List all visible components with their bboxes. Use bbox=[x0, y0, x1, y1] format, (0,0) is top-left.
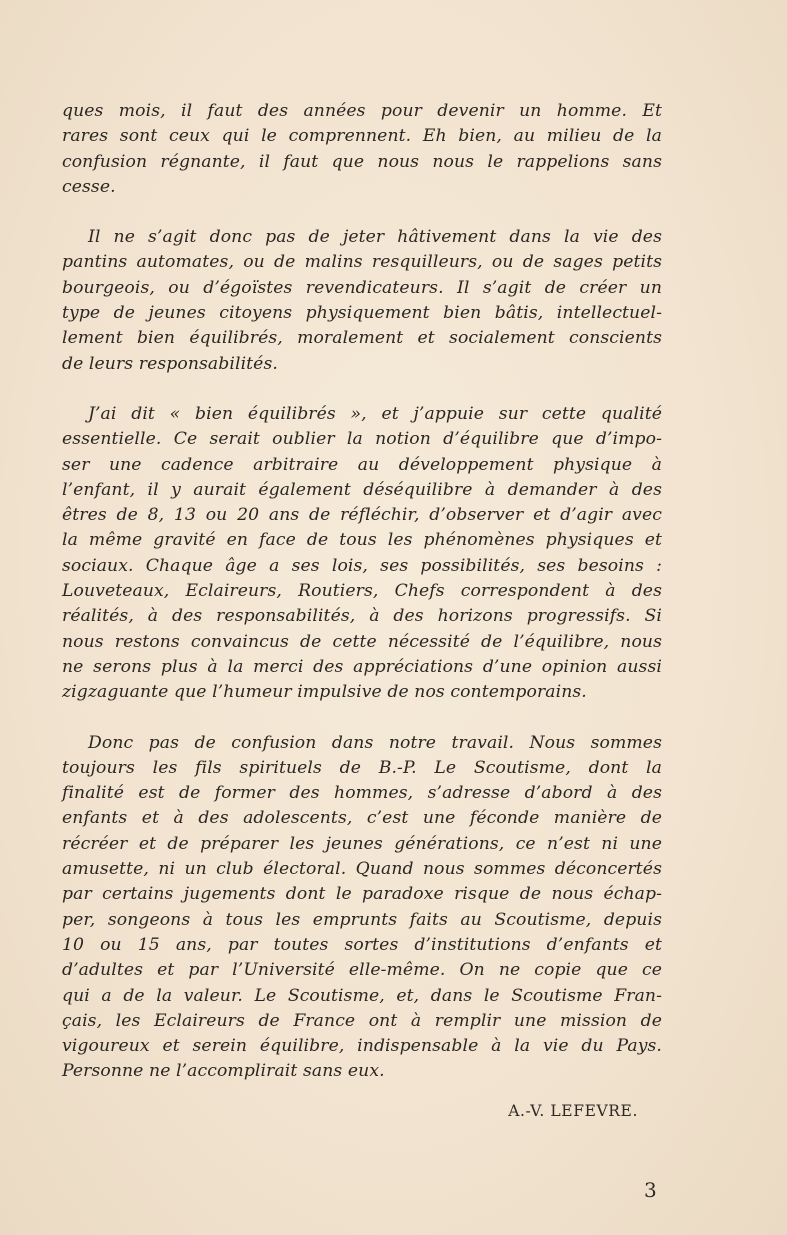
text-line: çais, les Eclaireurs de France ont à remplir une mission de bbox=[62, 1010, 662, 1031]
text-line: enfants et à des adolescents, c’est une féconde manière de bbox=[62, 808, 662, 829]
text-line: sociaux. Chaque âge a ses lois, ses possibilités, ses besoins : bbox=[62, 555, 662, 576]
text-line: vigoureux et serein équilibre, indispensable à la vie du Pays. bbox=[62, 1036, 662, 1057]
text-line: Personne ne l’accomplirait sans eux. bbox=[62, 1061, 385, 1082]
text-line: de leurs responsabilités. bbox=[62, 353, 278, 374]
text-line: nous restons convaincus de cette nécessité de l’équilibre, nous bbox=[62, 631, 662, 652]
text-line: qui a de la valeur. Le Scoutisme, et, dans le Scoutisme Fran- bbox=[62, 985, 662, 1006]
text-line: lement bien équilibrés, moralement et socialement conscients bbox=[62, 328, 662, 349]
paragraph-4 bbox=[62, 731, 662, 1085]
text-line: la même gravité en face de tous les phénomènes physiques et bbox=[62, 530, 662, 551]
text-line: zigzaguante que l’humeur impulsive de nos contemporains. bbox=[62, 682, 587, 703]
paragraph-2 bbox=[62, 225, 662, 377]
text-line: l’enfant, il y aurait également déséquilibre à demander à des bbox=[62, 479, 662, 500]
text-line: rares sont ceux qui le comprennent. Eh bien, au milieu de la bbox=[62, 126, 662, 147]
text-line: récréer et de préparer les jeunes générations, ce n’est ni une bbox=[62, 833, 662, 854]
text-line: J’ai dit « bien équilibrés », et j’appuie sur cette qualité bbox=[88, 403, 662, 424]
text-line: type de jeunes citoyens physiquement bien bâtis, intellectuel- bbox=[62, 303, 662, 324]
text-line: cesse. bbox=[62, 176, 116, 197]
text-line: confusion régnante, il faut que nous nous le rappelions sans bbox=[62, 151, 662, 172]
text-line: finalité est de former des hommes, s’adresse d’abord à des bbox=[62, 783, 662, 804]
text-line: Il ne s’agit donc pas de jeter hâtivement dans la vie des bbox=[88, 227, 662, 248]
text-line: d’adultes et par l’Université elle-même. On ne copie que ce bbox=[62, 960, 662, 981]
text-line: êtres de 8, 13 ou 20 ans de réfléchir, d’observer et d’agir avec bbox=[62, 505, 662, 526]
text-line: amusette, ni un club électoral. Quand nous sommes déconcertés bbox=[62, 859, 662, 880]
page-number: 3 bbox=[644, 1178, 657, 1202]
text-line: ques mois, il faut des années pour devenir un homme. Et bbox=[62, 101, 662, 121]
author-signature: A.-V. LEFEVRE. bbox=[508, 1102, 638, 1120]
text-line: toujours les fils spirituels de B.-P. Le Scoutisme, dont la bbox=[62, 757, 662, 778]
paragraph-1 bbox=[62, 99, 662, 200]
text-line: 10 ou 15 ans, par toutes sortes d’institutions d’enfants et bbox=[62, 934, 662, 955]
paragraph-3 bbox=[62, 402, 662, 706]
text-line: Donc pas de confusion dans notre travail. Nous sommes bbox=[88, 732, 662, 753]
text-line: Louveteaux, Eclaireurs, Routiers, Chefs correspondent à des bbox=[62, 581, 662, 602]
text-line: bourgeois, ou d’égoïstes revendicateurs. Il s’agit de créer un bbox=[62, 277, 662, 298]
text-line: par certains jugements dont le paradoxe risque de nous échap- bbox=[62, 884, 662, 905]
text-line: pantins automates, ou de malins resquilleurs, ou de sages petits bbox=[62, 252, 662, 273]
body-text bbox=[62, 99, 662, 1110]
text-line: per, songeons à tous les emprunts faits au Scoutisme, depuis bbox=[62, 909, 662, 930]
text-line: essentielle. Ce serait oublier la notion d’équilibre que d’impo- bbox=[62, 429, 662, 450]
text-line: ser une cadence arbitraire au développement physique à bbox=[62, 454, 662, 475]
text-line: réalités, à des responsabilités, à des horizons progressifs. Si bbox=[62, 606, 662, 627]
text-line: ne serons plus à la merci des appréciations d’une opinion aussi bbox=[62, 656, 662, 677]
